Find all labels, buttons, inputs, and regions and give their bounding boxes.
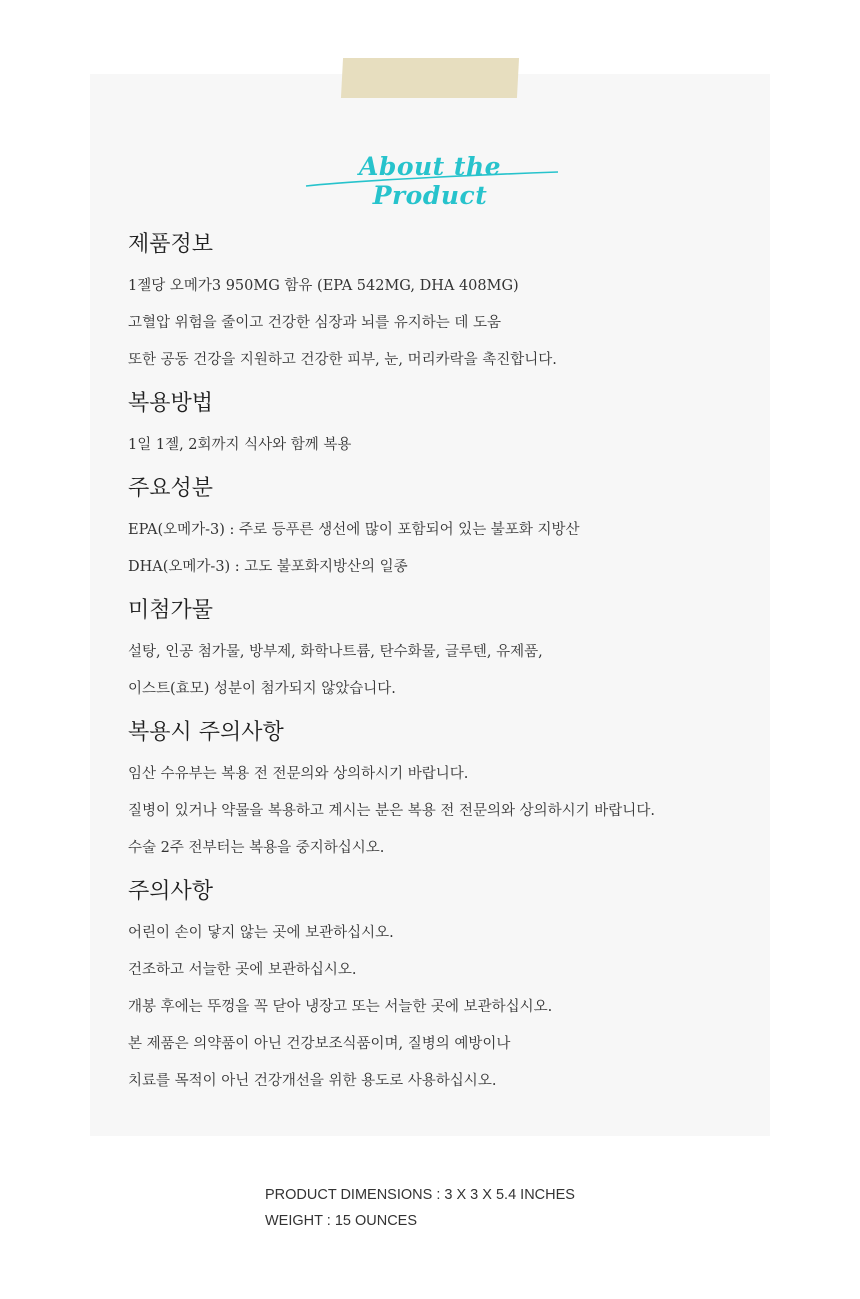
info-line: 건조하고 서늘한 곳에 보관하십시오. [128, 962, 357, 978]
heading-title: About the Product [358, 152, 502, 210]
section-title: 복용시 주의사항 [128, 720, 284, 745]
section-ingredients [128, 472, 748, 586]
section-cautions [128, 875, 748, 1100]
info-line: 이스트(효모) 성분이 첨가되지 않았습니다. [128, 681, 396, 697]
section-free-from [128, 594, 748, 708]
info-line: 개봉 후에는 뚜껑을 꼭 닫아 냉장고 또는 서늘한 곳에 보관하십시오. [128, 999, 553, 1015]
tape-decoration [341, 58, 519, 98]
weight-text: WEIGHT : 15 OUNCES [265, 1213, 418, 1229]
info-line: EPA(오메가-3) : 주로 등푸른 생선에 많이 포함되어 있는 불포화 지방산 [128, 522, 580, 538]
section-heading [300, 150, 560, 210]
section-title: 복용방법 [128, 391, 214, 416]
section-title: 미첨가물 [128, 598, 214, 623]
info-line: 치료를 목적이 아닌 건강개선을 위한 용도로 사용하십시오. [128, 1073, 497, 1089]
section-title: 주요성분 [128, 476, 214, 501]
info-line: 수술 2주 전부터는 복용을 중지하십시오. [128, 840, 385, 856]
section-dosage-precautions [128, 716, 748, 867]
info-line: 1일 1젤, 2회까지 식사와 함께 복용 [128, 437, 352, 453]
dimensions-text: PRODUCT DIMENSIONS : 3 X 3 X 5.4 INCHES [265, 1187, 575, 1203]
section-product-info [128, 228, 748, 379]
info-line: 고혈압 위험을 줄이고 건강한 심장과 뇌를 유지하는 데 도움 [128, 315, 502, 331]
info-line: 1젤당 오메가3 950MG 함유 (EPA 542MG, DHA 408MG) [128, 278, 519, 294]
info-line: 어린이 손이 닿지 않는 곳에 보관하십시오. [128, 925, 394, 941]
info-line: 본 제품은 의약품이 아닌 건강보조식품이며, 질병의 예방이나 [128, 1036, 511, 1052]
info-line: DHA(오메가-3) : 고도 불포화지방산의 일종 [128, 559, 408, 575]
info-line: 또한 공동 건강을 지원하고 건강한 피부, 눈, 머리카락을 촉진합니다. [128, 352, 557, 368]
info-line: 질병이 있거나 약물을 복용하고 계시는 분은 복용 전 전문의와 상의하시기 바랍니다. [128, 803, 655, 819]
section-title: 주의사항 [128, 879, 214, 904]
section-title: 제품정보 [128, 232, 214, 257]
product-specs [265, 1182, 575, 1234]
info-line: 설탕, 인공 첨가물, 방부제, 화학나트륨, 탄수화물, 글루텐, 유제품, [128, 644, 543, 660]
info-line: 임산 수유부는 복용 전 전문의와 상의하시기 바랍니다. [128, 766, 469, 782]
section-dosage [128, 387, 748, 464]
content [128, 228, 748, 1100]
